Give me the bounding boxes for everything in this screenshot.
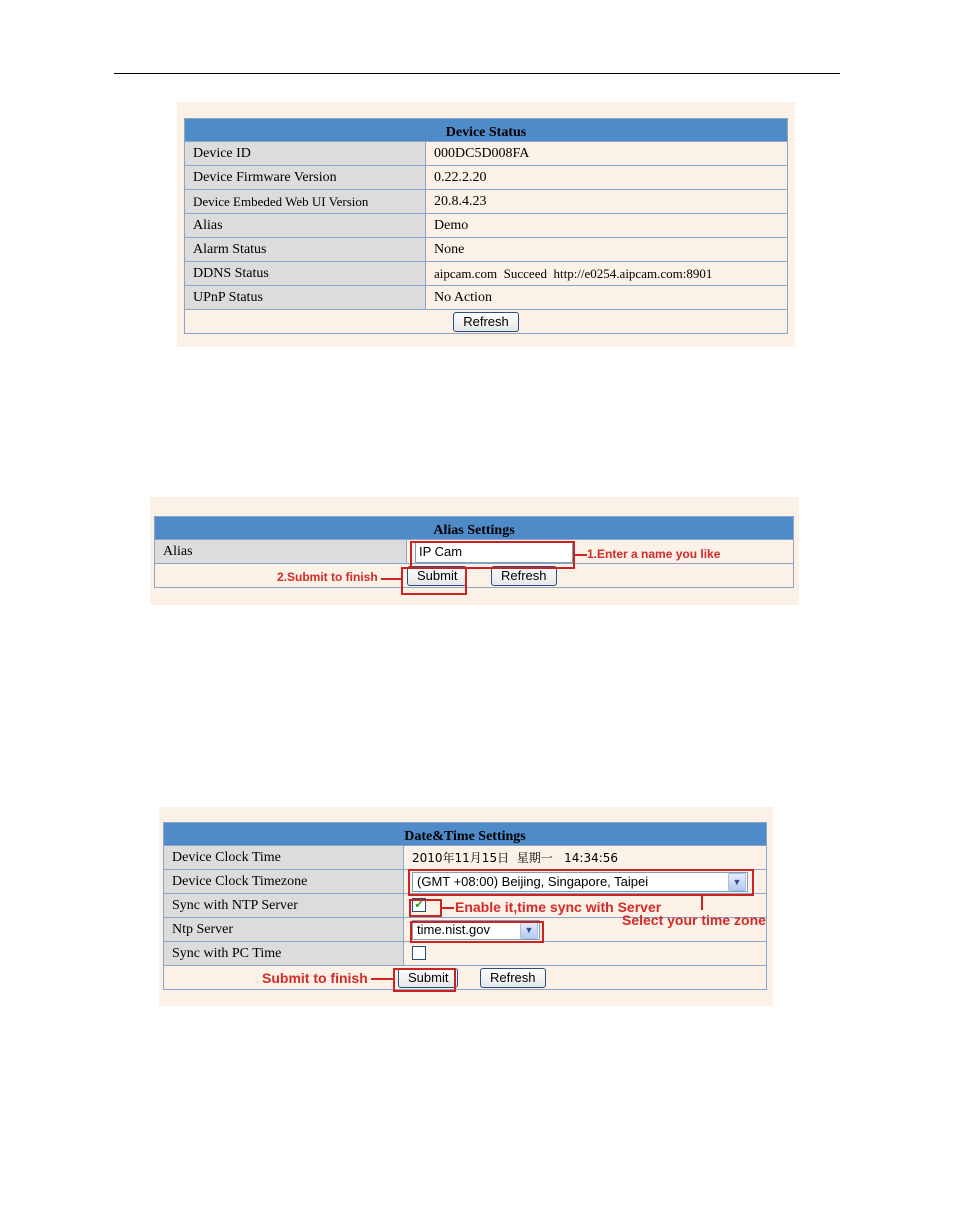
device-status-title: Device Status [185,119,788,142]
datetime-submit-highlight [393,968,456,992]
upnp-status-value: No Action [426,286,788,310]
device-id-label: Device ID [185,142,426,166]
ntp-sync-annotation: Enable it,time sync with Server [455,899,662,915]
device-status-button-row [185,310,788,334]
alias-input[interactable]: IP Cam [415,541,573,563]
clock-time-label: Device Clock Time [164,846,404,870]
clock-time-value: 2010年11月15日 星期一 14:34:56 [404,846,767,870]
chevron-down-icon[interactable]: ▼ [728,873,746,891]
alias-refresh-button[interactable]: Refresh [491,566,557,586]
pc-sync-cell [404,942,767,966]
page-top-rule [114,73,840,74]
timezone-select-value: (GMT +08:00) Beijing, Singapore, Taipei [417,874,649,889]
firmware-version-value: 0.22.2.20 [426,166,788,190]
datetime-submit-annotation: Submit to finish [262,970,368,986]
alias-input-highlight [410,541,575,569]
firmware-version-label: Device Firmware Version [185,166,426,190]
pc-sync-label: Sync with PC Time [164,942,404,966]
ntp-server-select-value: time.nist.gov [417,922,490,937]
table-row [164,942,767,966]
ntp-sync-arrow [442,907,454,909]
device-id-value: 000DC5D008FA [426,142,788,166]
table-row [185,286,788,310]
datetime-refresh-button[interactable]: Refresh [480,968,546,988]
webui-version-label: Device Embeded Web UI Version [185,190,426,214]
timezone-annotation: Select your time zone [622,912,766,928]
alarm-status-label: Alarm Status [185,238,426,262]
ddns-status-label: DDNS Status [185,262,426,286]
ntp-server-highlight [410,921,544,943]
alias-status-value: Demo [426,214,788,238]
table-row [185,214,788,238]
datetime-submit-arrow [371,978,393,980]
device-status-table [184,118,788,334]
alarm-status-value: None [426,238,788,262]
alias-submit-arrow [381,578,401,580]
datetime-settings-title: Date&Time Settings [164,823,767,846]
table-row [185,238,788,262]
device-status-refresh-button[interactable]: Refresh [453,312,519,332]
datetime-submit-button[interactable]: Submit [398,968,458,988]
alias-settings-title: Alias Settings [155,517,794,540]
alias-label: Alias [155,540,407,564]
timezone-select-highlight [408,869,754,896]
table-row [185,142,788,166]
timezone-pointer-line [701,896,703,910]
table-row [164,846,767,870]
alias-submit-highlight [401,567,467,595]
pc-sync-checkbox[interactable] [412,946,426,960]
alias-input-arrow [575,554,587,556]
alias-status-label: Alias [185,214,426,238]
alias-enter-annotation: 1.Enter a name you like [587,547,721,561]
table-row [185,190,788,214]
ntp-sync-highlight [409,899,442,917]
upnp-status-label: UPnP Status [185,286,426,310]
datetime-button-row [164,966,767,990]
table-row [185,262,788,286]
alias-submit-annotation: 2.Submit to finish [277,570,378,584]
alias-submit-button[interactable]: Submit [407,566,467,586]
check-icon: ✔ [414,898,424,912]
ntp-sync-label: Sync with NTP Server [164,894,404,918]
webui-version-value: 20.8.4.23 [426,190,788,214]
ntp-server-label: Ntp Server [164,918,404,942]
ddns-status-value: aipcam.com Succeed http://e0254.aipcam.com:8901 [426,262,788,286]
table-row [185,166,788,190]
timezone-label: Device Clock Timezone [164,870,404,894]
chevron-down-icon[interactable]: ▼ [520,921,538,939]
